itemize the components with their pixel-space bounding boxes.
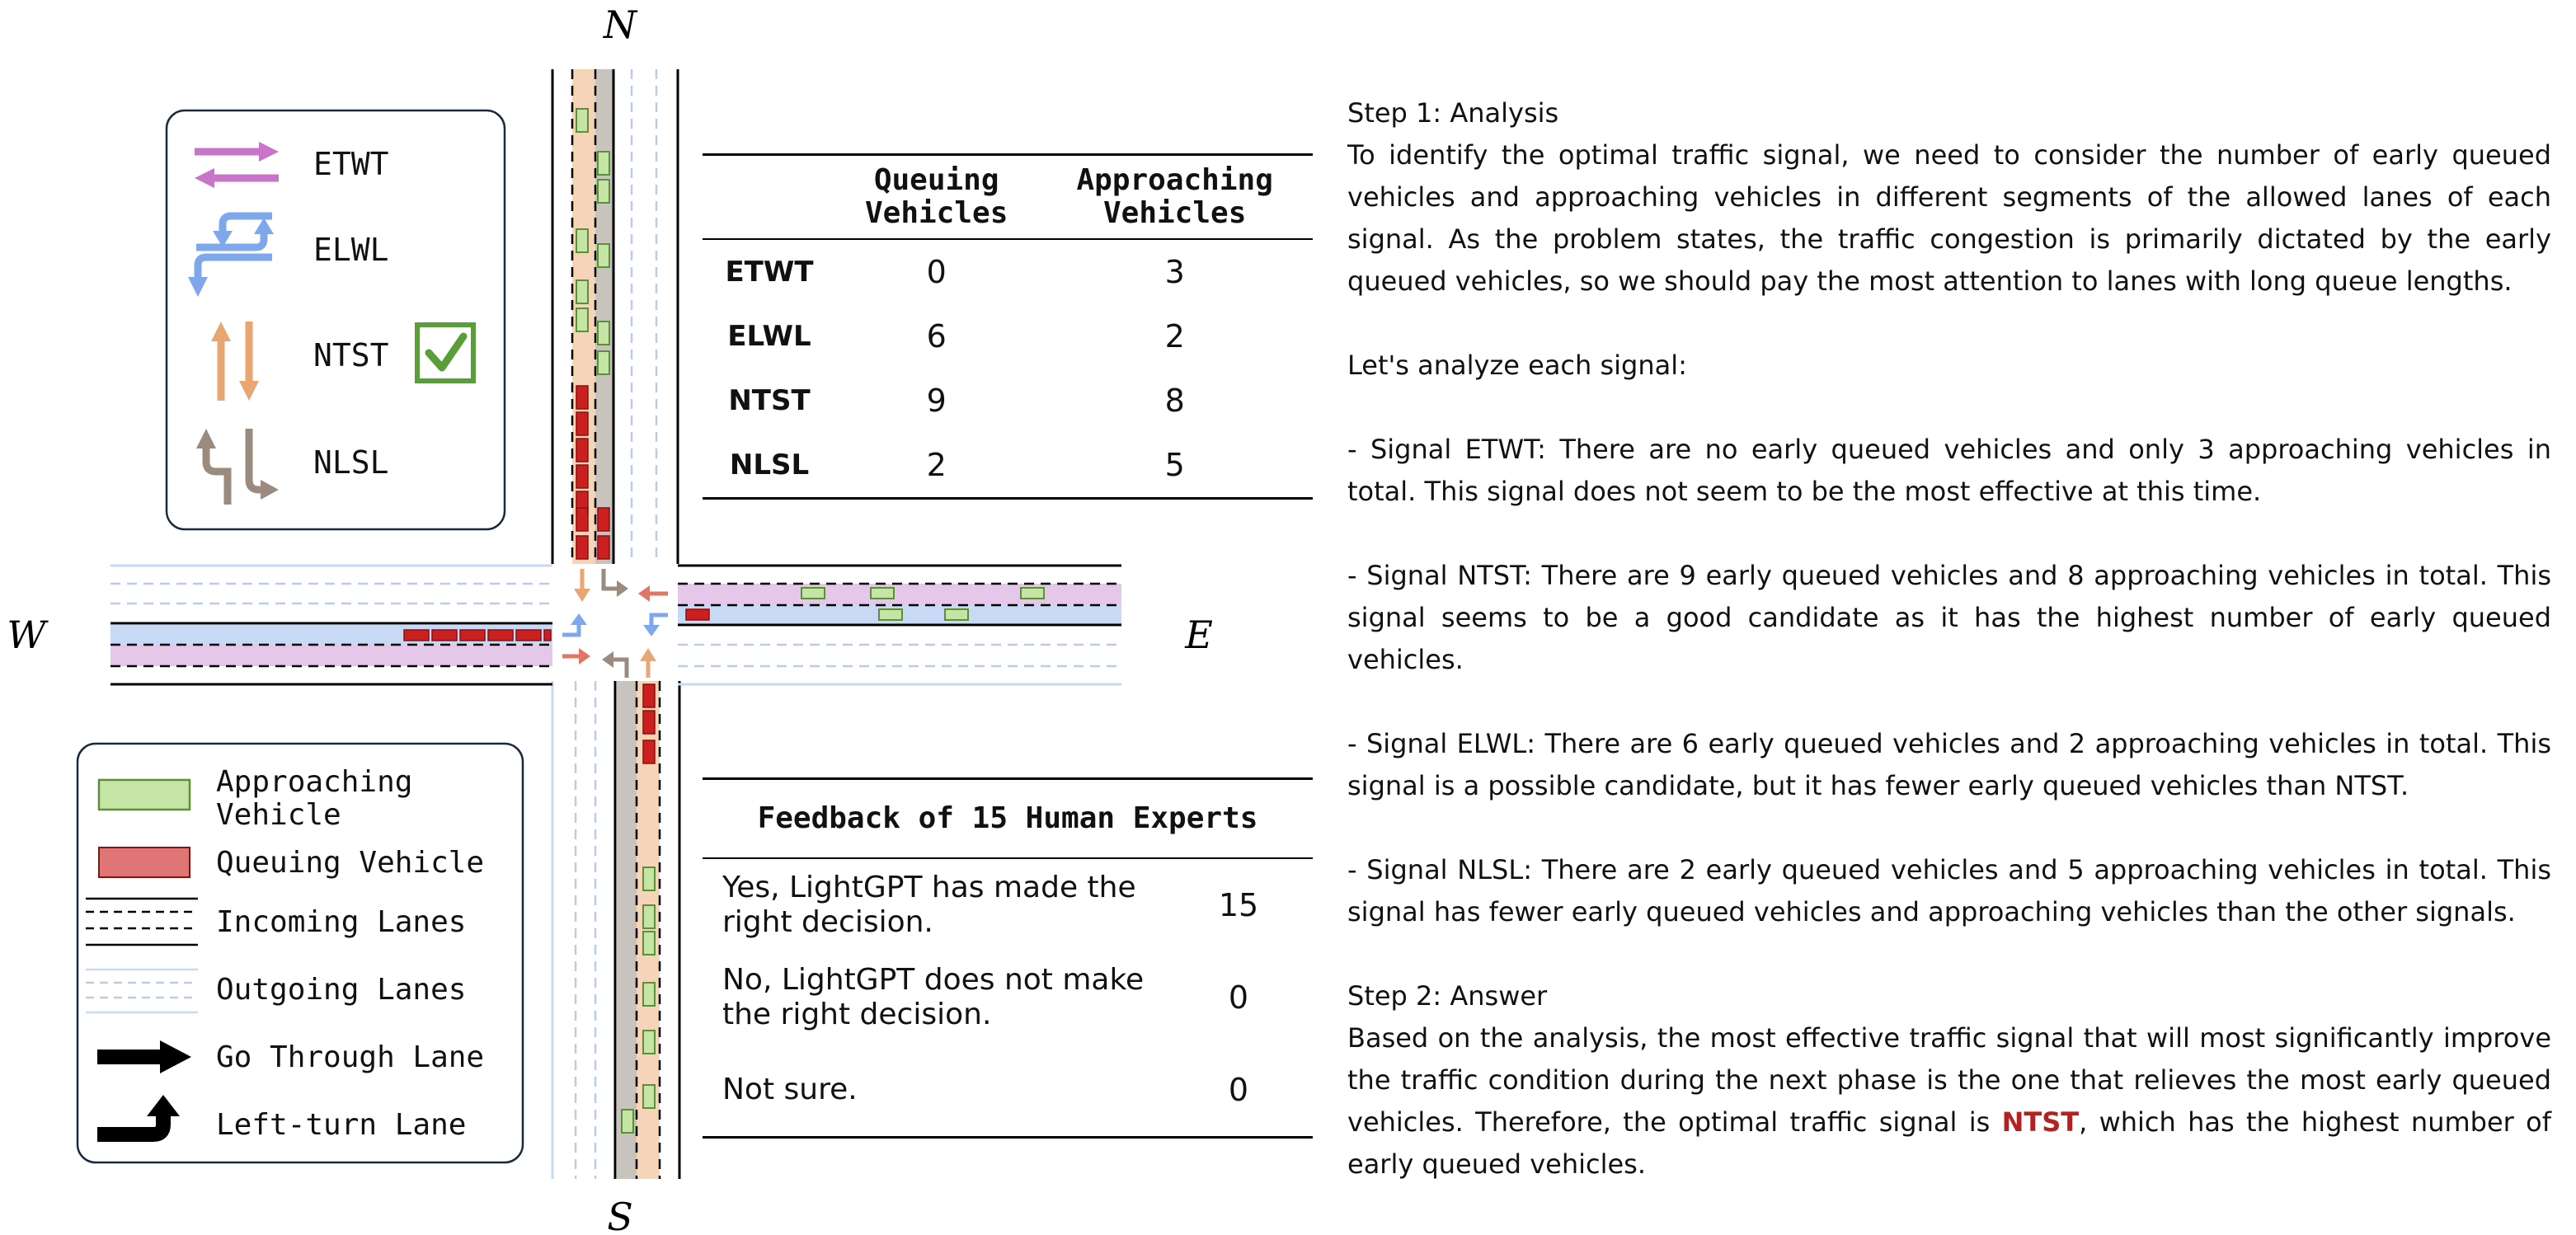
answer-highlight: NTST xyxy=(2001,1106,2080,1138)
queuing-vehicle xyxy=(576,412,588,435)
approaching-vehicle xyxy=(643,932,655,955)
queuing-vehicle xyxy=(576,439,588,462)
cell-queuing: 0 xyxy=(926,254,947,290)
step2-post: , which has the highest number of early queued vehicles. xyxy=(1347,1106,2552,1180)
approaching-vehicle xyxy=(598,244,609,267)
step2-pre: Based on the analysis, the most effective traffic signal that will most significantly improve the traffic condition during the next phase is the one that relieves the most early queued vehicles. Therefore, the optimal traffic signal is xyxy=(1347,1022,2551,1138)
signal-legend xyxy=(167,110,505,529)
west-vehicles xyxy=(404,630,551,641)
queuing-vehicle xyxy=(576,386,588,409)
feedback-title: Feedback of 15 Human Experts xyxy=(703,780,1313,859)
queuing-vehicle xyxy=(488,630,513,641)
queuing-vehicle xyxy=(598,536,609,559)
cell-signal: NTST xyxy=(728,384,811,417)
signal-analysis-nlsl: - Signal NLSL: There are 2 early queued vehicles and 5 approaching vehicles in total. This signal has fewer early queued vehicles and approaching vehicles than the other signals. xyxy=(1347,854,2551,927)
feedback-label: Not sure. xyxy=(722,1073,858,1106)
approaching-vehicle xyxy=(1021,588,1044,599)
queuing-vehicle xyxy=(576,508,588,531)
header-approaching xyxy=(1037,155,1313,240)
queue-table xyxy=(703,153,1313,500)
cell-signal: ELWL xyxy=(727,320,811,353)
queuing-label: Queuing Vehicle xyxy=(216,846,485,880)
approaching-vehicle xyxy=(576,109,588,132)
approaching-vehicle xyxy=(945,609,968,620)
feedback-count: 15 xyxy=(1218,887,1259,923)
feedback-label: No, LightGPT does not make the right decision. xyxy=(722,963,1145,1031)
cell-signal: NLSL xyxy=(729,448,810,481)
queuing-vehicle xyxy=(686,609,709,620)
outgoing-label: Outgoing Lanes xyxy=(216,973,467,1007)
header-queuing-line2: Vehicles xyxy=(864,196,1008,230)
feedback-row xyxy=(703,951,1313,1044)
step1-body: To identify the optimal traffic signal, we need to consider the number of early queued vehicles and approaching vehicles in different segments of the allowed lanes of each signal. As the problem states, the traffic congestion is primarily dictated by the early queued vehicles, so we should pay the most attention to lanes with long queue lengths. xyxy=(1347,139,2551,297)
header-approaching-line1: Approaching xyxy=(1076,163,1273,197)
approaching-vehicle xyxy=(643,905,655,928)
queuing-vehicle xyxy=(643,711,655,734)
approaching-vehicle xyxy=(576,280,588,303)
table-row xyxy=(703,369,1313,433)
approaching-vehicle xyxy=(622,1110,633,1133)
table-row xyxy=(703,304,1313,369)
feedback-table xyxy=(703,777,1313,1139)
cell-queuing: 2 xyxy=(926,447,947,483)
through-label: Go Through Lane xyxy=(216,1040,485,1074)
analysis-text xyxy=(1347,92,2551,1186)
approaching-vehicle xyxy=(643,1085,655,1108)
approaching-vehicle xyxy=(598,351,609,374)
queuing-vehicle xyxy=(643,740,655,763)
intersection-arrows xyxy=(562,569,668,678)
queuing-vehicle xyxy=(576,536,588,559)
approaching-vehicle xyxy=(801,588,825,599)
approaching-label-line2: Vehicle xyxy=(216,798,341,832)
approaching-vehicle xyxy=(643,1031,655,1054)
cell-approaching: 2 xyxy=(1164,318,1185,355)
approaching-vehicle xyxy=(598,152,609,175)
queuing-vehicle xyxy=(404,630,429,641)
compass-north: N xyxy=(603,2,637,47)
south-road xyxy=(552,681,679,1179)
approaching-vehicle xyxy=(871,588,894,599)
approaching-vehicle xyxy=(576,308,588,331)
header-approaching-line2: Vehicles xyxy=(1102,196,1247,230)
queuing-vehicle xyxy=(576,465,588,488)
compass-west: W xyxy=(7,613,46,657)
queuing-swatch xyxy=(99,848,190,877)
cell-approaching: 5 xyxy=(1164,447,1185,483)
cell-queuing: 9 xyxy=(926,383,947,419)
approaching-label-line1: Approaching xyxy=(216,765,413,799)
checkmark-icon xyxy=(417,325,473,381)
table-row xyxy=(703,239,1313,304)
cell-approaching: 8 xyxy=(1164,383,1185,419)
signal-analysis-elwl: - Signal ELWL: There are 6 early queued vehicles and 2 approaching vehicles in total. This signal is a possible candidate, but it has fewer early queued vehicles than NTST. xyxy=(1347,728,2551,801)
signal-legend-label: ETWT xyxy=(313,146,389,182)
feedback-row xyxy=(703,1044,1313,1136)
lane-legend xyxy=(78,744,523,1162)
east-road xyxy=(678,566,1121,684)
compass-east: E xyxy=(1185,613,1213,657)
queuing-vehicle xyxy=(460,630,485,641)
queuing-vehicle xyxy=(598,508,609,531)
left-turn-label: Left-turn Lane xyxy=(216,1108,467,1142)
queuing-vehicle xyxy=(516,630,541,641)
compass-south: S xyxy=(607,1195,633,1235)
queuing-vehicle xyxy=(432,630,457,641)
signal-analysis-etwt: - Signal ETWT: There are no early queued vehicles and only 3 approaching vehicles in total. This signal does not seem to be the most effective at this time. xyxy=(1347,434,2551,507)
feedback-count: 0 xyxy=(1228,979,1249,1016)
north-road xyxy=(552,69,678,564)
approaching-vehicle xyxy=(598,180,609,203)
header-signal xyxy=(703,155,836,240)
analysis-intro: Let's analyze each signal: xyxy=(1347,350,1687,381)
header-queuing xyxy=(836,155,1037,240)
header-queuing-line1: Queuing xyxy=(873,163,999,197)
approaching-vehicle xyxy=(643,867,655,890)
incoming-label: Incoming Lanes xyxy=(216,905,467,939)
west-road xyxy=(110,566,552,684)
table-row xyxy=(703,433,1313,499)
feedback-count: 0 xyxy=(1228,1072,1249,1108)
step1-title: Step 1: Analysis xyxy=(1347,97,1559,129)
step2-title: Step 2: Answer xyxy=(1347,980,1548,1012)
queue-table-header xyxy=(703,155,1313,240)
approaching-vehicle xyxy=(598,322,609,345)
feedback-row xyxy=(703,859,1313,951)
feedback-label: Yes, LightGPT has made the right decision. xyxy=(722,871,1136,939)
queuing-vehicle xyxy=(544,630,551,641)
cell-approaching: 3 xyxy=(1164,254,1185,290)
approaching-vehicle xyxy=(576,229,588,252)
signal-legend-label: NLSL xyxy=(313,444,389,481)
signal-legend-label: ELWL xyxy=(313,232,389,268)
cell-signal: ETWT xyxy=(725,256,814,289)
step2-body xyxy=(1347,1017,2551,1186)
signal-legend-label: NTST xyxy=(313,337,389,373)
cell-queuing: 6 xyxy=(926,318,947,355)
approaching-vehicle xyxy=(643,983,655,1006)
signal-analysis-ntst: - Signal NTST: There are 9 early queued vehicles and 8 approaching vehicles in total. This signal seems to be a good candidate as it has the highest number of early queued vehicles. xyxy=(1347,560,2551,675)
queuing-vehicle xyxy=(643,684,655,707)
approaching-vehicle xyxy=(879,609,902,620)
approaching-swatch xyxy=(99,780,190,810)
